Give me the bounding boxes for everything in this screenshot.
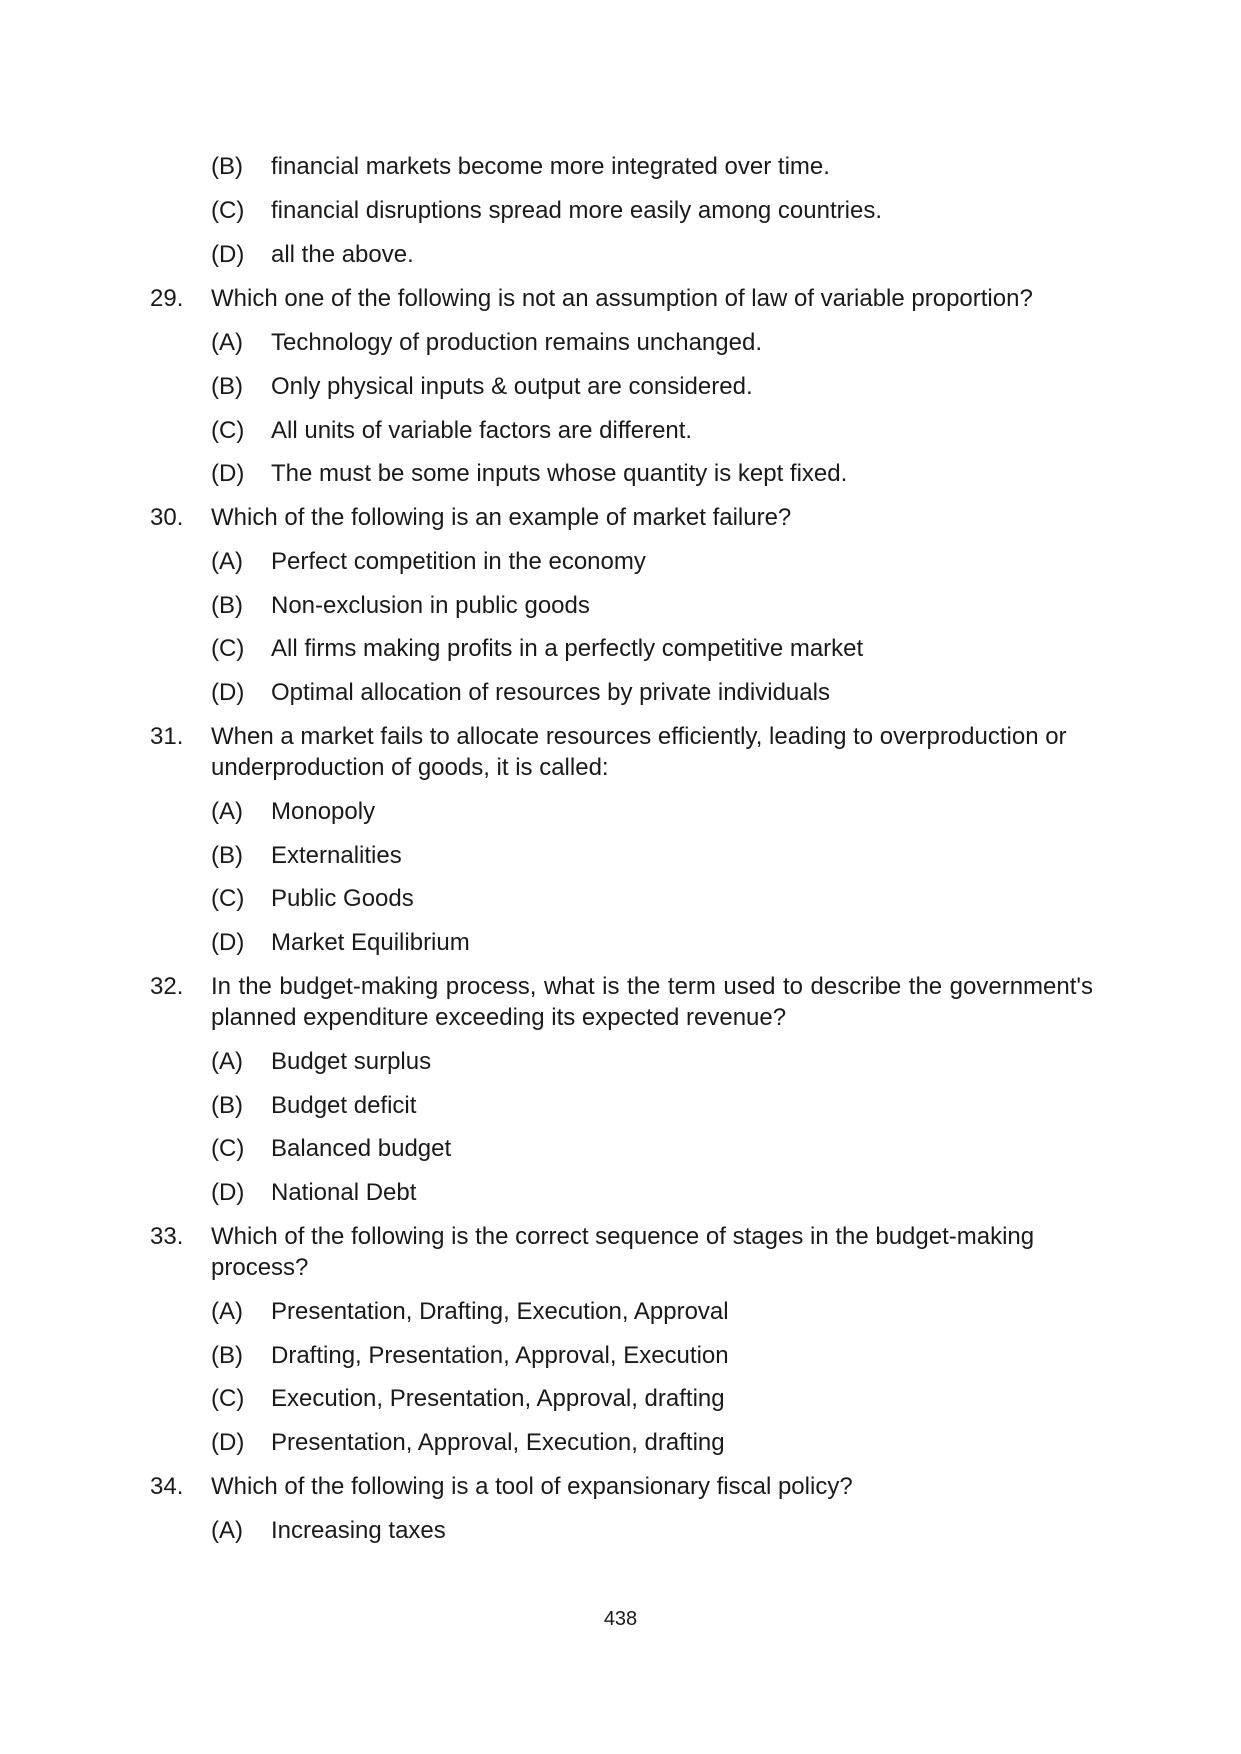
option-letter: (D) <box>211 1429 245 1456</box>
option-letter: (C) <box>211 1385 245 1412</box>
option-row <box>0 1515 1241 1547</box>
option-row <box>0 327 1241 359</box>
option-row <box>0 677 1241 709</box>
option-text: Budget deficit <box>271 1092 417 1119</box>
option-letter: (A) <box>211 329 243 356</box>
option-letter: (A) <box>211 1048 243 1075</box>
option-row <box>0 590 1241 622</box>
option-row <box>0 1177 1241 1209</box>
option-row <box>0 151 1241 183</box>
option-row <box>0 546 1241 578</box>
option-row <box>0 458 1241 490</box>
question-31 <box>0 721 1241 785</box>
option-row <box>0 1296 1241 1328</box>
question-text: When a market fails to allocate resources efficiently, leading to overproduction or underproduction of goods, it is called: <box>211 723 1067 781</box>
option-letter: (C) <box>211 635 245 662</box>
question-number: 31. <box>150 723 184 750</box>
option-row <box>0 239 1241 271</box>
option-letter: (A) <box>211 1517 243 1544</box>
option-row <box>0 371 1241 403</box>
option-row <box>0 1090 1241 1122</box>
question-text: Which of the following is a tool of expansionary fiscal policy? <box>211 1473 853 1500</box>
question-text: Which of the following is an example of market failure? <box>211 504 792 531</box>
question-number: 33. <box>150 1223 184 1250</box>
option-letter: (D) <box>211 241 245 268</box>
option-text: Market Equilibrium <box>271 929 470 956</box>
option-letter: (C) <box>211 197 245 224</box>
option-text: Budget surplus <box>271 1048 432 1075</box>
option-row <box>0 633 1241 665</box>
option-text: financial markets become more integrated over time. <box>271 153 830 180</box>
option-row <box>0 1046 1241 1078</box>
option-letter: (A) <box>211 548 243 575</box>
option-text: Perfect competition in the economy <box>271 548 646 575</box>
option-text: Optimal allocation of resources by private individuals <box>271 679 830 706</box>
option-text: all the above. <box>271 241 414 268</box>
page-number: 438 <box>603 1608 638 1630</box>
option-text: Only physical inputs & output are considered. <box>271 373 753 400</box>
question-text: Which of the following is the correct sequence of stages in the budget-making process? <box>211 1223 1035 1281</box>
option-row <box>0 840 1241 872</box>
question-32 <box>0 971 1241 1035</box>
option-text: Presentation, Approval, Execution, drafting <box>271 1429 725 1456</box>
option-letter: (B) <box>211 1342 243 1369</box>
option-letter: (D) <box>211 929 245 956</box>
option-letter: (B) <box>211 373 243 400</box>
option-letter: (B) <box>211 592 243 619</box>
option-row <box>0 1383 1241 1415</box>
option-text: Monopoly <box>271 798 376 825</box>
option-letter: (B) <box>211 1092 243 1119</box>
option-row <box>0 1340 1241 1372</box>
question-number: 34. <box>150 1473 184 1500</box>
question-number: 29. <box>150 285 184 312</box>
option-text: Non-exclusion in public goods <box>271 592 590 619</box>
question-text: Which one of the following is not an assumption of law of variable proportion? <box>211 285 1033 312</box>
option-text: Increasing taxes <box>271 1517 446 1544</box>
option-letter: (D) <box>211 460 245 487</box>
option-row <box>0 883 1241 915</box>
option-text: Drafting, Presentation, Approval, Execution <box>271 1342 729 1369</box>
option-text: Execution, Presentation, Approval, drafting <box>271 1385 725 1412</box>
option-letter: (D) <box>211 1179 245 1206</box>
option-row <box>0 195 1241 227</box>
option-letter: (C) <box>211 1135 245 1162</box>
option-row <box>0 927 1241 959</box>
option-text: Technology of production remains unchanged. <box>271 329 762 356</box>
option-letter: (C) <box>211 417 245 444</box>
option-letter: (B) <box>211 842 243 869</box>
option-letter: (D) <box>211 679 245 706</box>
option-row <box>0 1427 1241 1459</box>
option-row <box>0 1133 1241 1165</box>
option-text: financial disruptions spread more easily among countries. <box>271 197 882 224</box>
option-text: The must be some inputs whose quantity is kept fixed. <box>271 460 848 487</box>
option-text: All units of variable factors are different. <box>271 417 693 444</box>
option-letter: (C) <box>211 885 245 912</box>
option-letter: (B) <box>211 153 243 180</box>
question-34 <box>0 1471 1241 1503</box>
question-33 <box>0 1221 1241 1285</box>
option-text: Externalities <box>271 842 402 869</box>
option-row <box>0 796 1241 828</box>
option-row <box>0 415 1241 447</box>
question-29 <box>0 283 1241 315</box>
option-letter: (A) <box>211 1298 243 1325</box>
option-text: Presentation, Drafting, Execution, Approval <box>271 1298 729 1325</box>
option-text: Public Goods <box>271 885 414 912</box>
question-text: In the budget-making process, what is the term used to describe the government's planned expenditure exceeding its expected revenue? <box>211 973 1093 1031</box>
question-30 <box>0 502 1241 534</box>
option-letter: (A) <box>211 798 243 825</box>
option-text: National Debt <box>271 1179 417 1206</box>
option-text: Balanced budget <box>271 1135 452 1162</box>
question-number: 32. <box>150 973 184 1000</box>
question-number: 30. <box>150 504 184 531</box>
option-text: All firms making profits in a perfectly competitive market <box>271 635 864 662</box>
